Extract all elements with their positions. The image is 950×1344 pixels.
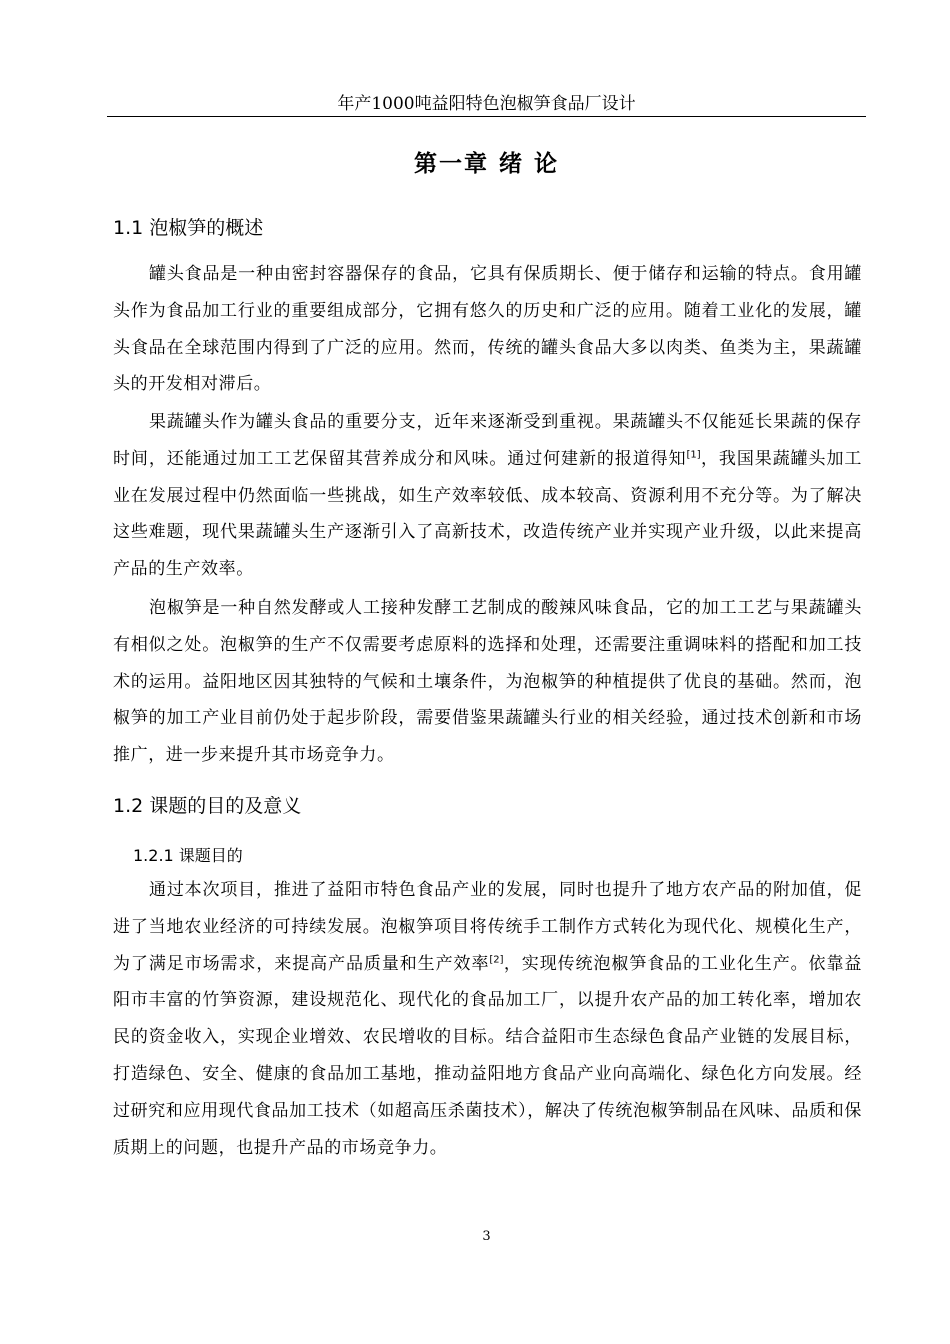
section-heading-1-2: 1.2 课题的目的及意义 <box>113 795 302 817</box>
section-heading-1-1: 1.1 泡椒笋的概述 <box>113 217 264 239</box>
subsection-heading-1-2-1: 1.2.1 课题目的 <box>133 846 243 865</box>
citation-2: [2] <box>489 953 504 965</box>
paragraph-canned-food: 罐头食品是一种由密封容器保存的食品，它具有保质期长、便于储存和运输的特点。食用罐头作为食品加工行业的重要组成部分，它拥有悠久的历史和广泛的应用。随着工业化的发展，罐头食品在全球范围内得到了广泛的应用。然而，传统的罐头食品大多以肉类、鱼类为主，果蔬罐头的开发相对滞后。 <box>113 264 862 395</box>
paragraph-text: 果蔬罐头作为罐头食品的重要分支，近年来逐渐受到重视。果蔬罐头不仅能延长果蔬的保存时间，还能通过加工工艺保留其营养成分和风味。通过何建新的报道得知 <box>113 412 862 469</box>
paragraph-project-purpose <box>113 872 862 1166</box>
header-rule <box>107 116 866 117</box>
citation-1: [1] <box>686 449 701 461</box>
paragraph-text: ，实现传统泡椒笋食品的工业化生产。依靠益阳市丰富的竹笋资源，建设规范化、现代化的食品加工厂，以提升农产品的加工转化率，增加农民的资金收入，实现企业增效、农民增收的目标。结合益阳市生态绿色食品产业链的发展目标，打造绿色、安全、健康的食品加工基地，推动益阳地方食品产业向高端化、绿色化方向发展。经过研究和应用现代食品加工技术（如超高压杀菌技术），解决了传统泡椒笋制品在风味、品质和保质期上的问题，也提升产品的市场竞争力。 <box>113 953 862 1158</box>
running-header: 年产1000吨益阳特色泡椒笋食品厂设计 <box>337 94 636 114</box>
paragraph-text: ，我国果蔬罐头加工业在发展过程中仍然面临一些挑战，如生产效率较低、成本较高、资源利用不充分等。为了解决这些难题，现代果蔬罐头生产逐渐引入了高新技术，改造传统产业并实现产业升级，以此来提高产品的生产效率。 <box>113 448 862 580</box>
chapter-title: 第一章 绪 论 <box>413 151 559 177</box>
paragraph-fruit-vegetable-cans <box>113 404 862 588</box>
paragraph-pickled-pepper-bamboo: 泡椒笋是一种自然发酵或人工接种发酵工艺制成的酸辣风味食品，它的加工工艺与果蔬罐头有相似之处。泡椒笋的生产不仅需要考虑原料的选择和处理，还需要注重调味料的搭配和加工技术的运用。益阳地区因其独特的气候和土壤条件，为泡椒笋的种植提供了优良的基础。然而，泡椒笋的加工产业目前仍处于起步阶段，需要借鉴果蔬罐头行业的相关经验，通过技术创新和市场推广，进一步来提升其市场竞争力。 <box>113 598 862 766</box>
paragraph-text: 通过本次项目，推进了益阳市特色食品产业的发展，同时也提升了地方农产品的附加值，促进了当地农业经济的可持续发展。泡椒笋项目将传统手工制作方式转化为现代化、规模化生产，为了满足市场需求，来提高产品质量和生产效率 <box>113 880 862 974</box>
page-number: 3 <box>482 1229 491 1244</box>
